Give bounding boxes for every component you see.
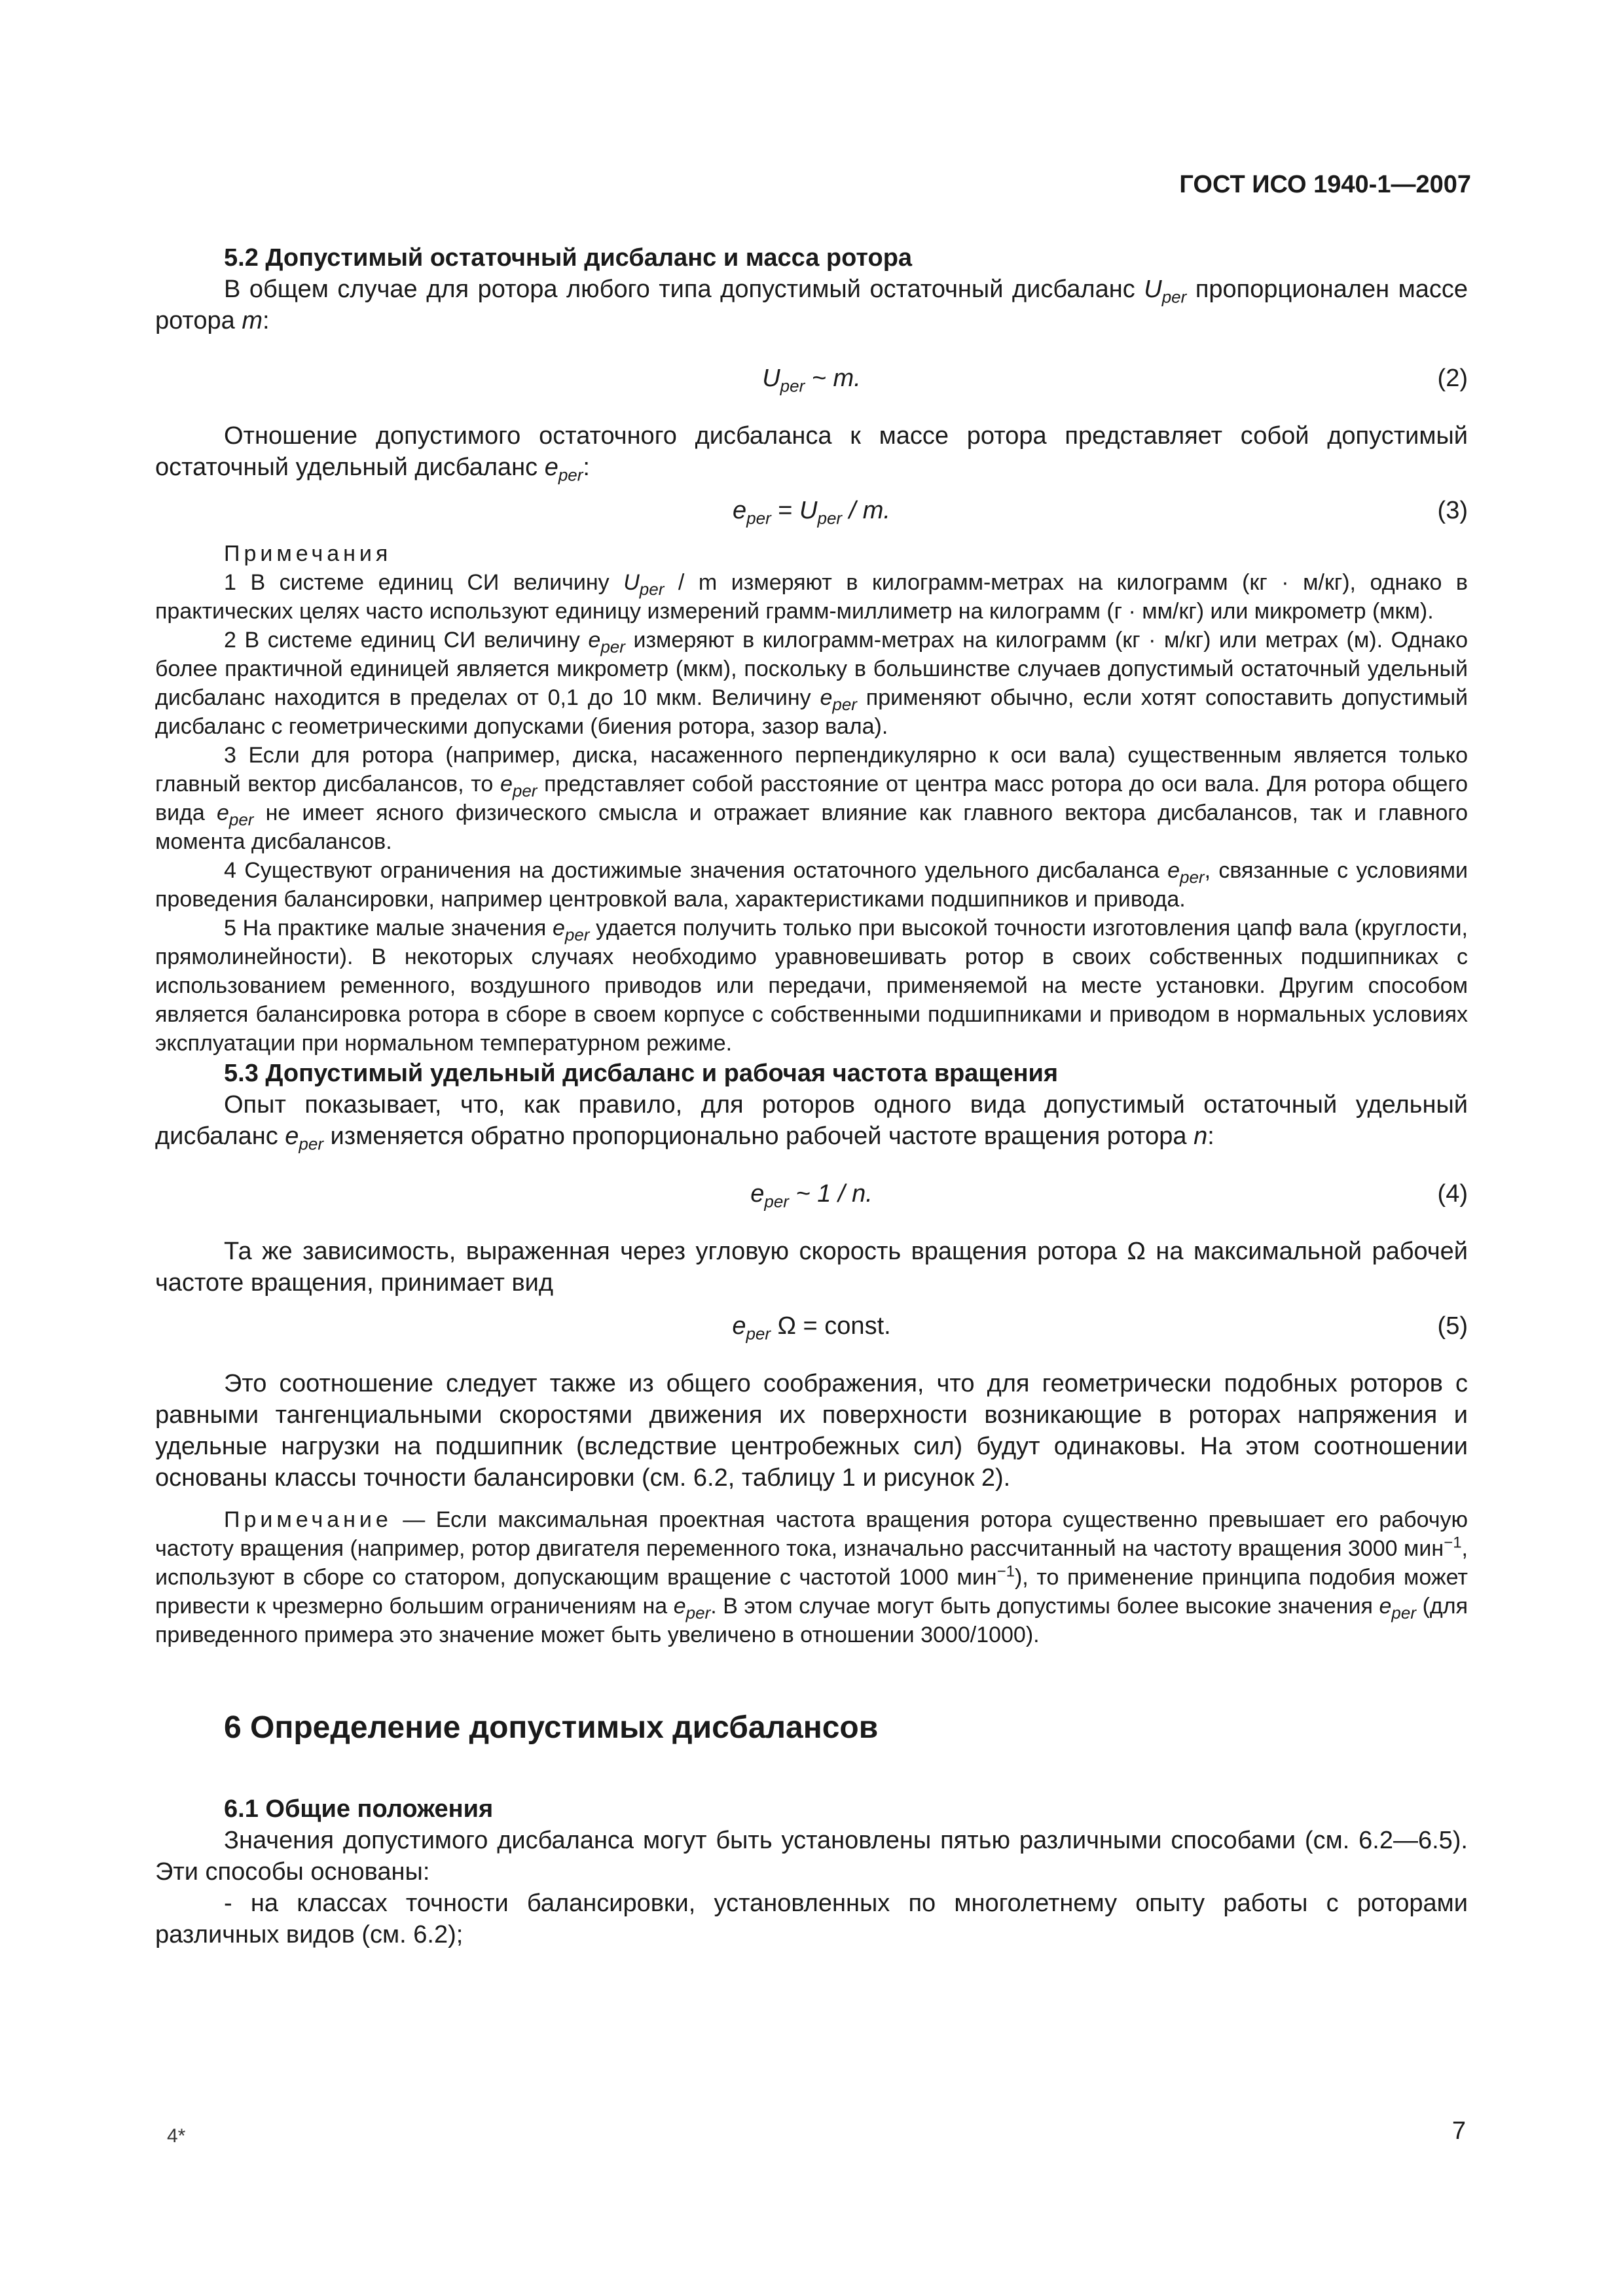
section-5-3-title: 5.3 Допустимый удельный дисбаланс и рабочая частота вращения: [224, 1060, 1059, 1087]
formula-2: $U_{per}$ ~ m. (2): [155, 363, 1468, 394]
section-5-3-paragraph-3: Это соотношение следует также из общего соображения, что для геометрически подобных роторов с равными тангенциальными скоростями движения их поверхности возникающие в роторах напряжения и удельные нагрузки на подшипник (вследствие центробежных сил) будут одинаковы. На этом соотношении основаны классы точности балансировки (см. 6.2, таблицу 1 и рисунок 2).: [155, 1370, 1468, 1492]
formula-4: $e_{per}$ ~ 1 / n. (4): [155, 1178, 1468, 1210]
formula-3-number: (3): [1437, 497, 1468, 524]
note-5: 5 На практике малые значения $e_{per}$ удается получить только при высокой точности изготовления цапф вала (круглости, прямолинейности). В некоторых случаях необходимо уравновешивать ротор в своих собственных подшипниках с использованием ременного, воздушного приводов или передачи, применяемой на месте установки. Другим способом является балансировка ротора в сборе в своем корпусе с собственными подшипниками и приводом в нормальных условиях эксплуатации при нормальном температурном режиме.: [155, 916, 1468, 1056]
section-6-title: 6 Определение допустимых дисбалансов: [224, 1710, 879, 1745]
section-5-2-paragraph-1: В общем случае для ротора любого типа допустимый остаточный дисбаланс $U_{per}$ пропорционален массе ротора m:: [155, 276, 1468, 334]
note-3: 3 Если для ротора (например, диска, насаженного перпендикулярно к оси вала) существенным является только главный вектор дисбалансов, то $e_{per}$ представляет собой расстояние от центра масс ротора до оси вала. Для ротора общего вида $e_{per}$ не имеет ясного физического смысла и отражает влияние как главного вектора дисбалансов, так и главного момента дисбалансов.: [155, 743, 1468, 854]
section-5-2-title: 5.2 Допустимый остаточный дисбаланс и масса ротора: [224, 244, 913, 272]
note-block-5-3: [155, 1505, 1468, 1649]
note-2: 2 В системе единиц СИ величину $e_{per}$ измеряют в килограмм-метрах на килограмм (кг · м/кг) или метрах (м). Однако более практичной единицей является микрометр (мкм), поскольку в большинстве случаев допустимый остаточный удельный дисбаланс находится в пределах от 0,1 до 10 мкм. Величину $e_{per}$ применяют обычно, если хотят сопоставить допустимый дисбаланс с геометрическими допусками (биения ротора, зазор вала).: [155, 628, 1468, 739]
formula-2-number: (2): [1437, 365, 1468, 392]
notes-title: Примечания: [224, 541, 392, 566]
page-number: 7: [1451, 2117, 1466, 2145]
section-5-3-paragraph-2: Та же зависимость, выраженная через угловую скорость вращения ротора Ω на максимальной рабочей частоте вращения, принимает вид: [155, 1238, 1468, 1297]
note-4: 4 Существуют ограничения на достижимые значения остаточного удельного дисбаланса $e_{per}$, связанные с условиями проведения балансировки, например центровкой вала, характеристиками подшипников и привода.: [155, 858, 1468, 912]
formula-3: $e_{per} = U_{per} / m$. (3): [155, 495, 1468, 526]
section-5-2-paragraph-2: Отношение допустимого остаточного дисбаланса к массе ротора представляет собой допустимый остаточный удельный дисбаланс $e_{per}$:: [155, 422, 1468, 485]
formula-5: $e_{per}$ Ω = const. (5): [155, 1310, 1468, 1342]
section-6-1-paragraph-2: - на классах точности балансировки, установленных по многолетнему опыту работы с роторами различных видов (см. 6.2);: [155, 1890, 1468, 1948]
footer-signature-mark: 4*: [167, 2125, 186, 2147]
section-5-3-paragraph-1: Опыт показывает, что, как правило, для роторов одного вида допустимый остаточный удельный дисбаланс $e_{per}$ изменяется обратно пропорционально рабочей частоте вращения ротора n:: [155, 1091, 1468, 1154]
formula-5-number: (5): [1437, 1312, 1468, 1340]
note-1: 1 В системе единиц СИ величину $U_{per}$ / m измеряют в килограмм-метрах на килограмм (кг · м/кг), однако в практических целях часто используют единицу измерений грамм-миллиметр на килограмм (г · мм/кг) или микрометр (мкм).: [155, 570, 1468, 624]
document-body: [155, 242, 1468, 1950]
section-6-1-title: 6.1 Общие положения: [224, 1795, 494, 1823]
notes-block: [155, 539, 1468, 1058]
section-6-1-paragraph-1: Значения допустимого дисбаланса могут быть установлены пятью различными способами (см. 6.2—6.5). Эти способы основаны:: [155, 1827, 1468, 1886]
document-header: ГОСТ ИСО 1940-1—2007: [1179, 171, 1471, 198]
formula-4-number: (4): [1437, 1180, 1468, 1208]
note-5-3: Примечание — Если максимальная проектная частота вращения ротора существенно превышает его рабочую частоту вращения (например, ротор двигателя переменного тока, изначально рассчитанный на частоту вращения 3000 мин$^{-1}$, используют в сборе со статором, допускающим вращение с частотой 1000 мин$^{-1}$), то применение принципа подобия может привести к чрезмерно большим ограничениям на $e_{per}$. В этом случае могут быть допустимы более высокие значения $e_{per}$ (для приведенного примера это значение может быть увеличено в отношении 3000/1000).: [155, 1507, 1468, 1647]
